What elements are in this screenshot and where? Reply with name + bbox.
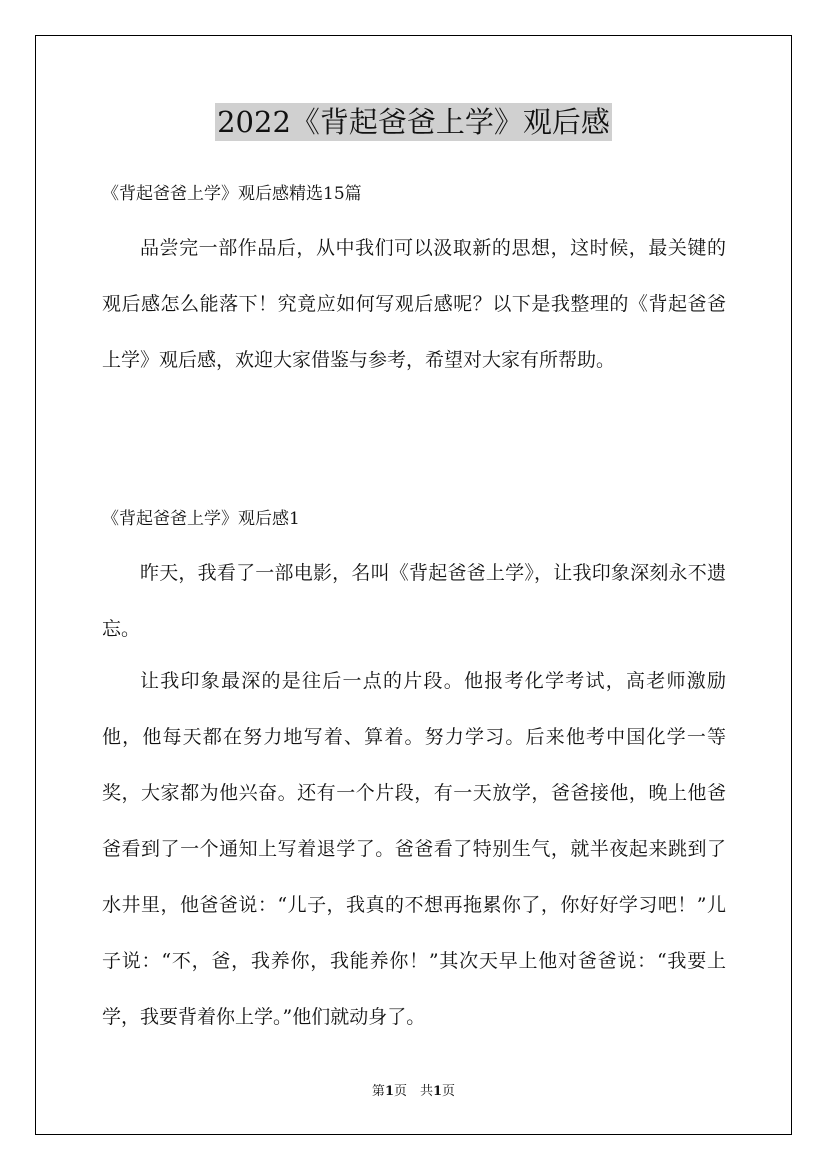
body-paragraph-2: 让我印象最深的是往后一点的片段。他报考化学考试，高老师激励他，他每天都在努力地写着、算着。努力学习。后来他考中国化学一等奖，大家都为他兴奋。还有一个片段，有一天放学，爸爸接他，晚上他爸爸看到了一个通知上写着退学了。爸爸看了特别生气，就半夜起来跳到了水井里，他爸爸说：“儿子，我真的不想再拖累你了，你好好学习吧！”儿子说：“不，爸，我养你，我能养你！”其次天早上他对爸爸说：“我要上学，我要背着你上学。”他们就动身了。 [102, 670, 726, 1028]
footer-suffix: 页 [442, 1084, 456, 1099]
footer-page-current: 1 [384, 1084, 394, 1099]
section-heading: 《背起爸爸上学》观后感1 [102, 509, 300, 529]
title-container [0, 103, 827, 141]
footer-prefix: 第 [371, 1084, 385, 1099]
intro-paragraph: 品尝完一部作品后，从中我们可以汲取新的思想，这时候，最关键的观后感怎么能落下！究竟应如何写观后感呢？以下是我整理的《背起爸爸上学》观后感，欢迎大家借鉴与参考，希望对大家有所帮助。 [102, 237, 726, 371]
footer-mid: 页 共 [393, 1084, 433, 1099]
footer-page-total: 1 [433, 1084, 443, 1099]
body-paragraph-1: 昨天，我看了一部电影，名叫《背起爸爸上学》，让我印象深刻永不遗忘。 [102, 562, 726, 640]
page-footer [0, 1083, 827, 1101]
document-title: 2022《背起爸爸上学》观后感 [217, 105, 610, 139]
document-subtitle: 《背起爸爸上学》观后感精选15篇 [102, 184, 362, 204]
